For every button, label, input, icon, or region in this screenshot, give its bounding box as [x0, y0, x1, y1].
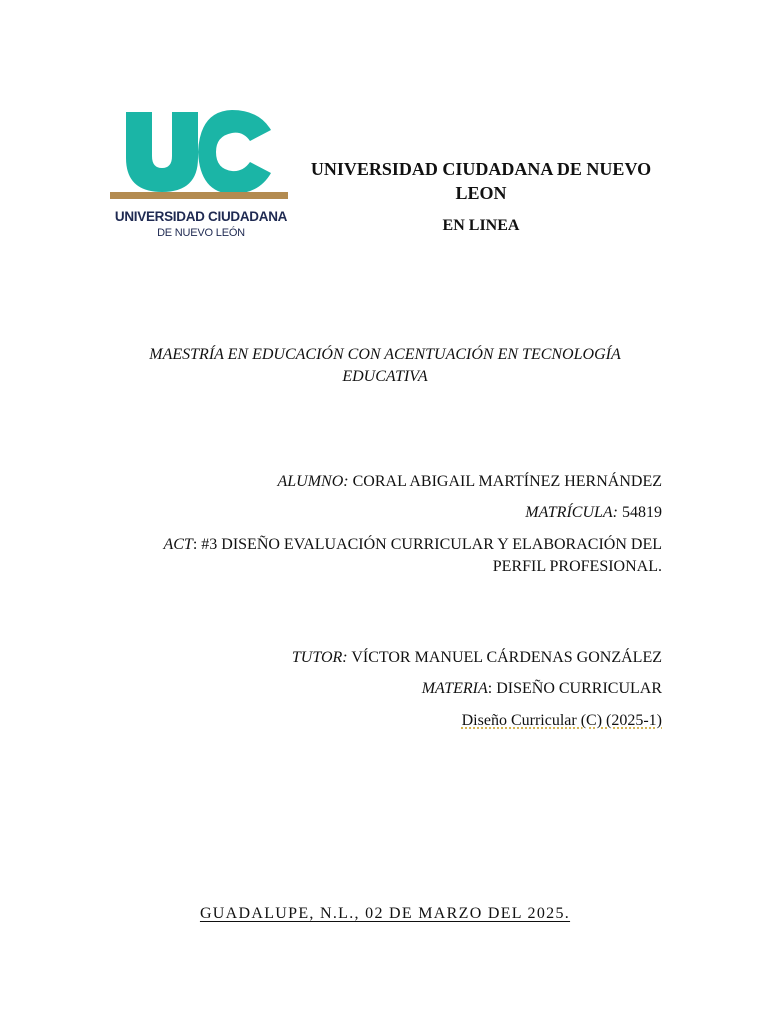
- university-logo: [108, 108, 290, 243]
- activity-line: [108, 534, 662, 578]
- logo-wordmark: UNIVERSIDAD CIUDADANA: [114, 209, 288, 224]
- student-label: ALUMNO:: [277, 473, 349, 490]
- university-title: UNIVERSIDAD CIUDADANA DE NUEVO LEON: [310, 159, 652, 203]
- course-line: [108, 710, 662, 732]
- activity-value: : #3 DISEÑO EVALUACIÓN CURRICULAR Y ELABORACIÓN DEL PERFIL PROFESIONAL.: [192, 536, 662, 575]
- place-date: GUADALUPE, N.L., 02 DE MARZO DEL 2025.: [199, 905, 571, 922]
- enrollment-label: MATRÍCULA:: [525, 504, 618, 521]
- student-name: CORAL ABIGAIL MARTÍNEZ HERNÁNDEZ: [348, 473, 662, 490]
- program-title: MAESTRÍA EN EDUCACIÓN CON ACENTUACIÓN EN TECNOLOGÍA EDUCATIVA: [149, 346, 621, 385]
- subject-line: [108, 678, 662, 700]
- tutor-line: [108, 647, 662, 669]
- university-subtitle: EN LINEA: [442, 217, 520, 234]
- activity-label: ACT: [163, 536, 193, 553]
- logo-wordmark-sub: DE NUEVO LEÓN: [157, 227, 245, 239]
- enrollment-value: 54819: [618, 504, 662, 521]
- uc-monogram-icon: [108, 108, 290, 208]
- tutor-name: VÍCTOR MANUEL CÁRDENAS GONZÁLEZ: [347, 649, 662, 666]
- student-line: [108, 471, 662, 493]
- subject-label: MATERIA: [421, 680, 488, 697]
- enrollment-line: [108, 502, 662, 524]
- tutor-label: TUTOR:: [291, 649, 348, 666]
- course-name: Diseño Curricular (C) (2025-1): [461, 712, 662, 729]
- subject-value: : DISEÑO CURRICULAR: [487, 680, 662, 697]
